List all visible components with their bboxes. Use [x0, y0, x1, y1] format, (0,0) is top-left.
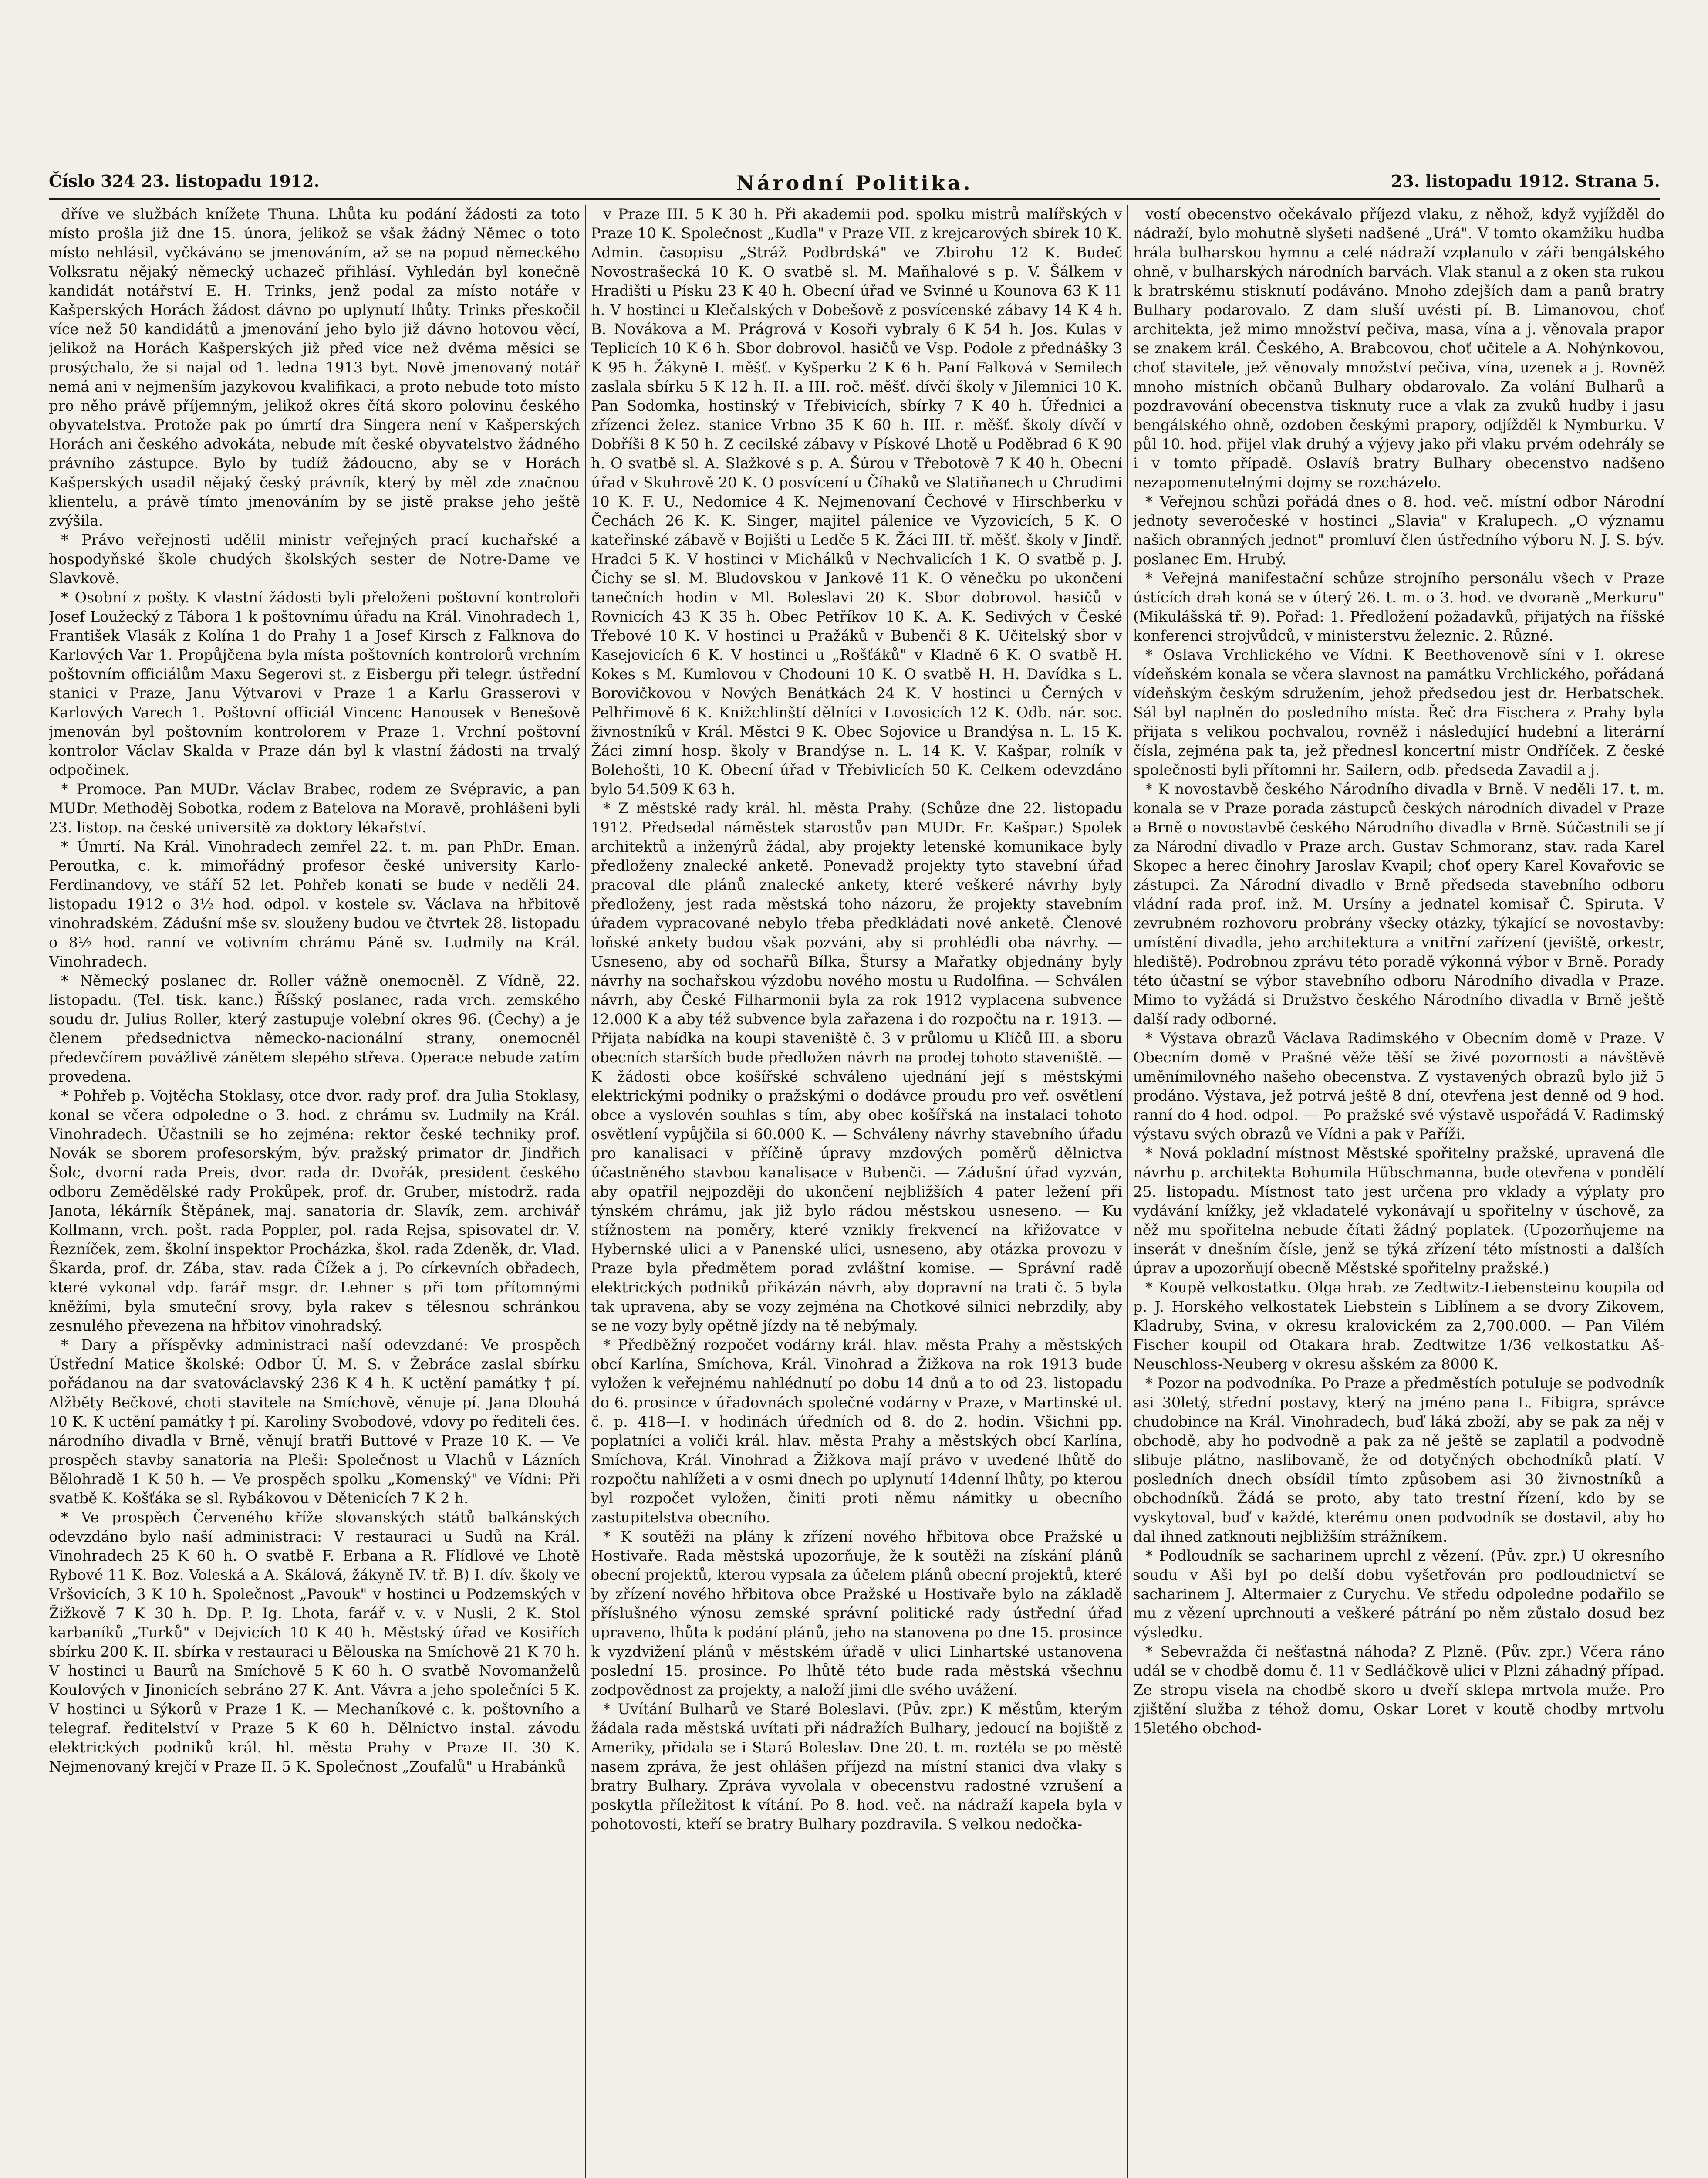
- article-paragraph: * Pozor na podvodníka. Po Praze a předměstích potuluje se podvodník asi 30letý, střední postavy, který na jméno pana L. Fibigra, správce chudobince na Král. Vinohradech, buď láká zboží, aby se pak za něj v obchodě, aby ho podvodně a pak za ně ještě se zaplatil a podvodně slibuje plátno, naslibovaně, že od dotyčných obchodníků platí. V posledních dnech obsídil tímto způsobem asi 30 živnostníků a obchodníků. Žádá se proto, aby tato trestní řízení, kdo by se vyskytoval, buď v každé, kterému onen podvodník se dostavil, aby ho dal ihned zatknouti nejbližším strážníkem.: [1133, 1375, 1664, 1545]
- article-paragraph: * K novostavbě českého Národního divadla v Brně. V neděli 17. t. m. konala se v Praze porada zástupců českých národních divadel v Praze a Brně o novostavbě českého Národního divadla v Brně. Súčastnili se jí za Národní divadlo v Praze arch. Gustav Schmoranz, stav. rada Karel Skopec a herec činohry Jaroslav Kvapil; choť opery Karel Kovařovic se zástupci. Za Národní divadlo v Brně předseda stavebního odboru vládní rada prof. inž. M. Ursíny a jednatel komisař Č. Spiruta. V zevrubném rozhovoru probrány všecky otázky, týkající se novostavby: umístění divadla, jeho architektura a vnitřní zařízení (jeviště, orkestr, hlediště). Podrobnou zprávu této poradě výkonná výbor v Brně. Porady této účastní se výbor stavebního odboru Národního divadla v Praze. Mimo to vyžádá si Družstvo českého Národního divadla v Brně ještě další rady odborné.: [1133, 781, 1664, 1028]
- article-paragraph: * Dary a příspěvky administraci naší odevzdané: Ve prospěch Ústřední Matice školské: Odbor Ú. M. S. v Žebráce zaslal sbírku pořádanou na dar svatováclavský 236 K 4 h. K uctění památky † pí. Alžběty Bečkové, choti stavitele na Smíchově, věnuje pí. Jana Dlouhá 10 K. K uctění památky † pí. Karoliny Svobodové, vdovy po řediteli čes. národního divadla v Brně, věnují bratři Buttové v Praze 10 K. — Ve prospěch stavby sanatoria na Pleši: Společnost u Vlachů v Lázních Bělohradě 1 K 50 h. — Ve prospěch spolku „Komenský" ve Vídni: Při svatbě K. Košťáka se sl. Rybákovou v Dětenicích 7 K 2 h.: [49, 1336, 580, 1507]
- column-divider: [585, 205, 586, 2178]
- column-3: [1133, 205, 1664, 2178]
- article-paragraph: * Ve prospěch Červeného kříže slovanských států balkánských odevzdáno bylo naší administraci: V restauraci u Sudů na Král. Vinohradech 25 K 60 h. O svatbě F. Erbana a R. Flídlové ve Lhotě Rybové 11 K. Boz. Voleská a A. Skálová, žákyně IV. tř. B) I. dív. školy ve Vršovicích, 3 K 10 h. Společnost „Pavouk" v hostinci u Podzemských v Žižkově 7 K 30 h. Dp. P. Ig. Lhota, farář v. v. v Nusli, 2 K. Stol karbaníků „Turků" v Dejvicích 10 K 40 h. Městský úřad ve Kosiřích sbírku 200 K. II. sbírka v restauraci u Bělouska na Smíchově 21 K 70 h. V hostinci u Baurů na Smíchově 5 K 60 h. O svatbě Novomanželů Koulových v Jinonicích sebráno 27 K. Ant. Vávra a jeho společníci 5 K. V hostinci u Sýkorů v Praze 1 K. — Mechaníkové c. k. poštovního a telegraf. ředitelství v Praze 5 K 60 h. Dělnictvo instal. závodu elektrických podniků král. hl. města Prahy v Praze II. 30 K. Nejmenovaný krejčí v Praze II. 5 K. Společnost „Zoufalů" u Hrabánků: [49, 1509, 580, 1775]
- article-paragraph: v Praze III. 5 K 30 h. Při akademii pod. spolku mistrů malířských v Praze 10 K. Společnost „Kudla" v Praze VII. z krejcarových sbírek 10 K. Admin. časopisu „Stráž Podbrdská" ve Zbirohu 12 K. Budeč Novostrašecká 10 K. O svatbě sl. M. Maňhalové s p. V. Šálkem v Hradišti u Písku 23 K 40 h. Obecní úřad ve Svinné u Kounova 63 K 11 h. V hostinci u Klečalských v Dobešově z posvícenské zábavy 14 K 4 h. B. Novákova a M. Prágrová v Kosoři vybraly 6 K 54 h. Jos. Kulas v Teplicích 10 K 6 h. Sbor dobrovol. hasičů ve Vsp. Podole z přednášky 3 K 95 h. Žákyně I. měšť. v Kyšperku 2 K 6 h. Paní Falková v Semilech zaslala sbírku 5 K 12 h. II. a III. roč. měšť. dívčí školy v Jilemnici 10 K. Pan Sodomka, hostinský v Třebivicích, sbírky 7 K 40 h. Úřednici a zřízenci želez. stanice Vrbno 35 K 60 h. III. r. měšť. školy dívčí v Dobříši 8 K 50 h. Z cecilské zábavy v Pískové Lhotě u Poděbrad 6 K 90 h. O svatbě sl. A. Slažkové s p. A. Šúrou v Třebotově 7 K 40 h. Obecní úřad v Skuhrově 20 K. O posvícení u Číhaků ve Slatiňanech u Chrudimi 10 K. F. U., Nedomice 4 K. Nejmenovaní Čechové v Hirschberku v Čechách 26 K. K. Singer, majitel pálenice ve Vyzovicích, 5 K. O kateřinské zábavě v Bojišti u Ledče 5 K. Žáci III. tř. měšť. školy v Jindř. Hradci 5 K. V hostinci v Michálků v Nechvalicích 1 K. O svatbě p. J. Čichy se sl. M. Bludovskou v Jankově 11 K. O věnečku po ukončení tanečních hodin v Ml. Boleslavi 20 K. Sbor dobrovol. hasičů v Rovnicích 43 K 35 h. Obec Petříkov 10 K. A. K. Sedivých v České Třebové 10 K. V hostinci u Pražáků v Bubenči 8 K. Učitelský sbor v Kasejovicích 6 K. V hostinci u „Rošťáků" v Kladně 6 K. O svatbě H. Kokes s M. Kumlovou v Chodouni 10 K. O svatbě H. H. Davídka s L. Borovičkovou v Nových Benátkách 24 K. V hostinci u Černých v Pelhřimově 6 K. Knižchlinští dělníci v Lovosicích 12 K. Odb. nár. soc. živnostníků v Král. Městci 9 K. Obec Sojovice u Brandýsa n. L. 15 K. Žáci zimní hosp. školy v Brandýse n. L. 14 K. V. Kašpar, rolník v Bolehošti, 10 K. Obecní úřad v Třebivlicích 50 K. Celkem odevzdáno bylo 54.509 K 63 h.: [591, 206, 1122, 798]
- article-paragraph: * Veřejná manifestační schůze strojního personálu všech v Praze ústících drah koná se v úterý 26. t. m. o 3. hod. ve dvoraně „Merkuru" (Mikulášská tř. 9). Pořad: 1. Předložení požadavků, přijatých na říšské konferenci strojvůdců, v ministerstvu železnic. 2. Různé.: [1133, 570, 1664, 644]
- article-paragraph: * Sebevražda či nešťastná náhoda? Z Plzně. (Pův. zpr.) Včera ráno udál se v chodbě domu č. 11 v Sedláčkově ulici v Plzni záhadný případ. Ze stropu visela na chodbě skoro u dveří sklepa mrtvola muže. Pro zjištění služba z téhož domu, Oskar Loret v koutě chodby mrtvolu 15letého obchod-: [1133, 1643, 1664, 1737]
- article-paragraph: * Z městské rady král. hl. města Prahy. (Schůze dne 22. listopadu 1912. Předsedal náměstek starostův pan MUDr. Fr. Kašpar.) Spolek architektů a inženýrů žádal, aby projekty letenské komunikace byly předloženy znalecké anketě. Ponevadž projekty tyto stavební úřad pracoval dle plánů znalecké ankety, které veškeré návrhy byly předloženy, jest rada městská toho názoru, že projekty stavebním úřadem vypracované nebylo třeba předkládati nové anketě. Členové loňské ankety budou však pozváni, aby si prohlédli oba návrhy. — Usneseno, aby od sochařů Bílka, Štursy a Mařatky objednány byly návrhy na sochařskou výzdobu nového mostu u Rudolfina. — Schválen návrh, aby České Filharmonii byla za rok 1912 vyplacena subvence 12.000 K a aby též subvence byla zařazena i do rozpočtu na r. 1913. — Přijata nabídka na koupi staveniště č. 3 v průlomu u Klíčů III. a sboru obecních starších bude předložen návrh na prodej tohoto staveniště. — K žádosti obce košířské schváleno ujednání její s městskými elektrickými podniky o pražskými o dodávce proudu pro veř. osvětlení obce a vyslovén souhlas s tím, aby obec košířská na instalaci tohoto osvětlení vypůjčila si 60.000 K. — Schváleny návrhy stavebního úřadu pro kanalisaci v příčině úpravy mzdových poměrů dělnictva účastněného stavbou kanalisace v Bubenči. — Zádušní úřad vyzván, aby opatřil nejpozději do ukončení nejbližších 4 pater ležení při týnském chrámu, jak již bylo rádou městskou usneseno. — Ku stížnostem na poměry, které vznikly frekvencí na křižovatce v Hybernské ulici a v Panenské ulici, usneseno, aby otázka provozu v Praze byla předmětem porad zvláštní komise. — Správní radě elektrických podniků přikázán návrh, aby dopravní na trati č. 5 byla tak upravena, aby se vozy zejména na Chotkové silnici nebrzdily, aby se ne vozy byly opětně jízdy na tě nebýmaly.: [591, 800, 1122, 1334]
- issue-number-date: Číslo 324 23. listopadu 1912.: [49, 171, 320, 191]
- article-paragraph: * Nová pokladní místnost Městské spořitelny pražské, upravená dle návrhu p. architekta Bohumila Hübschmanna, bude otevřena v pondělí 25. listopadu. Místnost tato jest určena pro vklady a výplaty pro vydávání knížky, jež vkladatelé vykonávají u spořitelny v úschově, za něž mu spořitelna nebude čítati žádný poplatek. (Upozorňujeme na inserát v dnešním čísle, jenž se týká zřízení této místnosti a dalších úprav a upozorňují obecně Městské spořitelny pražské.): [1133, 1145, 1664, 1277]
- column-2: [591, 205, 1122, 2178]
- article-paragraph: * Koupě velkostatku. Olga hrab. ze Zedtwitz-Liebensteinu koupila od p. J. Horského velkostatek Liebstein s Liblínem a se dvory Zikovem, Kladruby, Svina, v okresu kralovickém za 2,700.000. — Pan Vilém Fischer koupil od Otakara hrab. Zedtwitze 1/36 velkostatku Aš-Neuschloss-Neuberg v okresu ašském za 8000 K.: [1133, 1279, 1664, 1373]
- article-paragraph: * Podloudník se sacharinem uprchl z vězení. (Pův. zpr.) U okresního soudu v Aši byl po delší dobu vyšetřován pro podloudnictví se sacharinem J. Altermaier z Curychu. Ve středu odpoledne podařilo se mu z vězení uprchnouti a veškeré pátrání po něm zůstalo dosud bez výsledku.: [1133, 1547, 1664, 1641]
- date-page-number: 23. listopadu 1912. Strana 5.: [1391, 171, 1660, 191]
- article-paragraph: * Promoce. Pan MUDr. Václav Brabec, rodem ze Svépravic, a pan MUDr. Methoděj Sobotka, rodem z Batelova na Moravě, prohlášeni byli 23. listop. na české universitě za doktory lékařství.: [49, 781, 580, 836]
- article-paragraph: * Úmrtí. Na Král. Vinohradech zemřel 22. t. m. pan PhDr. Eman. Peroutka, c. k. mimořádný profesor české university Karlo-Ferdinandovy, ve stáří 52 let. Pohřeb konati se bude v neděli 24. listopadu 1912 o 3½ hod. odpol. v kostele sv. Václava na hřbitově vinohradském. Zádušní mše sv. slouženy budou ve čtvrtek 28. listopadu o 8½ hod. ranní ve votivním chrámu Páně sv. Ludmily na Král. Vinohradech.: [49, 838, 580, 970]
- article-paragraph: * K soutěži na plány k zřízení nového hřbitova obce Pražské u Hostivaře. Rada městská upozorňuje, že k soutěži na získání plánů obecní projektů, kterou vypsala za účelem plánů obecní projektů, které by zřízení nového hřbitova obce Pražské u Hostivaře bylo na základě příslušného výnosu zemské správní politické rady ústřední úřad upraveno, lhůta k podání plánů, jeho na stanovena po dne 15. prosince k vyzdvižení plánů v městském úřadě v ulici Linhartské ustanovena poslední 15. prosince. Po lhůtě této bude rada městská všechnu zodpovědnost za projekty, a naloží jimi dle svého uvážení.: [591, 1528, 1122, 1698]
- article-paragraph: * Oslava Vrchlického ve Vídni. K Beethovenově síni v I. okrese vídeňském konala se včera slavnost na památku Vrchlického, pořádaná vídeňským českým sdružením, jehož předsedou jest dr. Herbatschek. Sál byl naplněn do posledního místa. Řeč dra Fischera z Prahy byla přijata s velikou pochvalou, rovněž i následující hudební a literární čísla, zejména pak ta, jež přednesl koncertní mistr Ondříček. Z české společnosti byli přítomni hr. Sailern, odb. předseda Zavadil a j.: [1133, 646, 1664, 778]
- article-columns: [49, 205, 1664, 2178]
- article-paragraph: * Osobní z pošty. K vlastní žádosti byli přeloženi poštovní kontroloři Josef Loužecký z Tábora 1 k poštovnímu úřadu na Král. Vinohradech 1, František Vlasák z Kolína 1 do Prahy 1 a Josef Kirsch z Falknova do Karlových Var 1. Propůjčena byla místa poštovních kontrolorů vrchním poštovním officiálům Maxu Segerovi st. z Eisbergu při telegr. ústřední stanici v Praze, Janu Výtvarovi v Praze 1 a Karlu Grasserovi v Karlových Varech 1. Poštovní officiál Vincenc Hanousek v Benešově jmenován byl poštovním kontrolorem v Praze 1. Vrchní poštovní kontrolor Václav Skalda v Praze dán byl k vlastní žádosti na trvalý odpočinek.: [49, 589, 580, 778]
- article-paragraph: vostí obecenstvo očekávalo příjezd vlaku, z něhož, když vyjížděl do nádraží, bylo mohutně slyšeti nadšené „Urá". V tomto okamžiku hudba hrála bulharskou hymnu a celé nádraží vzplanulo v záři bengálského ohně, v bulharských národních barvách. Vlak stanul a z oken sta rukou k bratrskému stisknutí podáváno. Mnoho zdejších dam a panů bratry Bulhary podarovalo. Z dam sluší uvésti pí. B. Limanovou, choť architekta, jež mimo množství pečiva, masa, vína a j. věnovala prapor se znakem král. Českého, A. Brabcovou, choť učitele a A. Nohýnkovou, choť stavitele, jež věnovaly množství pečiva, vína, uzenek a j. Rovněž mnoho místních občanů Bulhary obdarovalo. Za volání Bulharů a pozdravování obecenstva tisknuty ruce a vlak za zvuků hudby i jasu bengálského ohně, ozdoben českými prapory, odjížděl k Nymburku. V půl 10. hod. přijel vlak druhý a výjevy jako při vlaku prvém odehrály se i v tomto případě. Oslavíš bratry Bulhary obecenstvo nadšeno nezapomenutelnými dojmy se rozcházelo.: [1133, 206, 1664, 491]
- article-paragraph: * Veřejnou schůzi pořádá dnes o 8. hod. več. místní odbor Národní jednoty severočeské v hostinci „Slavia" v Kralupech. „O významu našich obranných jednot" promluví člen ústředního výboru N. J. S. býv. poslanec Em. Hrubý.: [1133, 493, 1664, 568]
- article-paragraph: * Pohřeb p. Vojtěcha Stoklasy, otce dvor. rady prof. dra Julia Stoklasy, konal se včera odpoledne o 3. hod. z chrámu sv. Ludmily na Král. Vinohradech. Účastnili se ho zejména: rektor české techniky prof. Novák se sborem profesorským, býv. pražský primator dr. Jindřich Šolc, dvorní rada Preis, dvor. rada dr. Dvořák, president českého odboru Zemědělské rady Prokůpek, prof. dr. Gruber, místodrž. rada Janota, lékárník Štěpánek, maj. sanatoria dr. Slavík, zem. archivář Kollmann, vrch. pošt. rada Poppler, pol. rada Rejsa, spisovatel dr. V. Řezníček, zem. školní inspektor Procházka, škol. rada Zdeněk, dr. Vlad. Škarda, prof. dr. Zába, stav. rada Čížek a j. Po církevních obřadech, které vykonal vdp. farář msgr. dr. Lehner s při tom přítomnými kněžími, byla smuteční srovy, byla rakev s tělesnou schránkou zesnulého převezena na hřbitov vinohradský.: [49, 1087, 580, 1334]
- article-paragraph: * Právo veřejnosti udělil ministr veřejných prací kuchařské a hospodyňské škole chudých školských sester de Notre-Dame ve Slavkově.: [49, 531, 580, 587]
- column-divider: [1127, 205, 1128, 2178]
- page-header: [49, 168, 1660, 200]
- article-paragraph: * Uvítání Bulharů ve Staré Boleslavi. (Pův. zpr.) K městům, kterým žádala rada městská uvítati při nádražích Bulhary, jedoucí na bojiště z Ameriky, přidala se i Stará Boleslav. Dne 20. t. m. roztéla se po městě nasem zpráva, že jest ohlášen příjezd na místní stanici dva vlaky s bratry Bulhary. Zpráva vyvolala v obecenstvu radostné vzrušení a poskytla příležitost k vítání. Po 8. hod. več. na nádraží kapela byla v pohotovosti, kteří se bratry Bulhary pozdravila. S velkou nedočka-: [591, 1701, 1122, 1833]
- article-paragraph: * Výstava obrazů Václava Radimského v Obecním domě v Praze. V Obecním domě v Prašné věže těší se živé pozornosti a návštěvě uměnímilovného našeho obecenstva. Z vystavených obrazů bylo již 5 prodáno. Výstava, jež potrvá ještě 8 dní, otevřena jest denně od 9 hod. ranní do 4 hod. odpol. — Po pražské své výstavě uspořádá V. Radimský výstavu svých obrazů ve Vídni a pak v Paříži.: [1133, 1030, 1664, 1143]
- masthead-title: Národní Politika.: [736, 171, 973, 195]
- column-1: [49, 205, 580, 2178]
- article-paragraph: * Německý poslanec dr. Roller vážně onemocněl. Z Vídně, 22. listopadu. (Tel. tisk. kanc.) Říšský poslanec, rada vrch. zemského soudu dr. Julius Roller, který zastupuje volební okres 96. (Čechy) a je členem předsednictva německo-nacionální strany, onemocněl předevčírem povážlivě zánětem slepého střeva. Operace nebude zatím provedena.: [49, 972, 580, 1085]
- article-paragraph: * Předběžný rozpočet vodárny král. hlav. města Prahy a městských obcí Karlína, Smíchova, Král. Vinohrad a Žižkova na rok 1913 bude vyložen k veřejnému nahlédnutí po dobu 14 dnů a to od 23. listopadu do 6. prosince v úřadovnách společné vodárny v Praze, v Martinské ul. č. p. 418—I. v hodinách úředních od 8. do 2. hodin. Všichni pp. poplatníci a voliči král. hlav. města Prahy a městských obcí Karlína, Smíchova, Král. Vinohrad a Žižkova mají právo v uvedené lhůtě do rozpočtu nahlížeti a v osmi dnech po uplynutí 14denní lhůty, po kterou byl rozpočet vyložen, činiti proti němu námitky u obecního zastupitelstva obecního.: [591, 1336, 1122, 1526]
- article-paragraph: dříve ve službách knížete Thuna. Lhůta ku podání žádosti za toto místo prošla již dne 15. února, jelikož se však žádný Němec o toto místo nehlásil, vyčkáváno se jmenováním, až se na popud německého Volksratu nějaký německý uchazeč přihlásí. Vyhledán byl konečně kandidát notářství E. H. Trinks, jenž podal za místo notáře v Kašperských Horách žádost dávno po uplynutí lhůty. Trinks přeskočil více než 50 kandidátů a jmenování jeho bylo již dávno hotovou věcí, jelikož na Horách Kašperských již před více než dvěma měsíci se prosýchalo, že si najal od 1. ledna 1913 byt. Nově jmenovaný notář nemá ani v nejmenším jazykovou kvalifikaci, a proto nebude toto místo pro něho právě příjemným, jelikož okres čítá skoro polovinu českého obyvatelstva. Protože pak po úmrtí dra Singera není v Kašperských Horách ani českého advokáta, nebude mít české obyvatelstvo žádného právního zástupce. Bylo by tudíž žádoucno, aby se v Horách Kašperských usadil nějaký český právník, který by měl zde značnou klientelu, a právě tímto jmenováním by se jistě prakse jeho ještě zvýšila.: [49, 206, 580, 529]
